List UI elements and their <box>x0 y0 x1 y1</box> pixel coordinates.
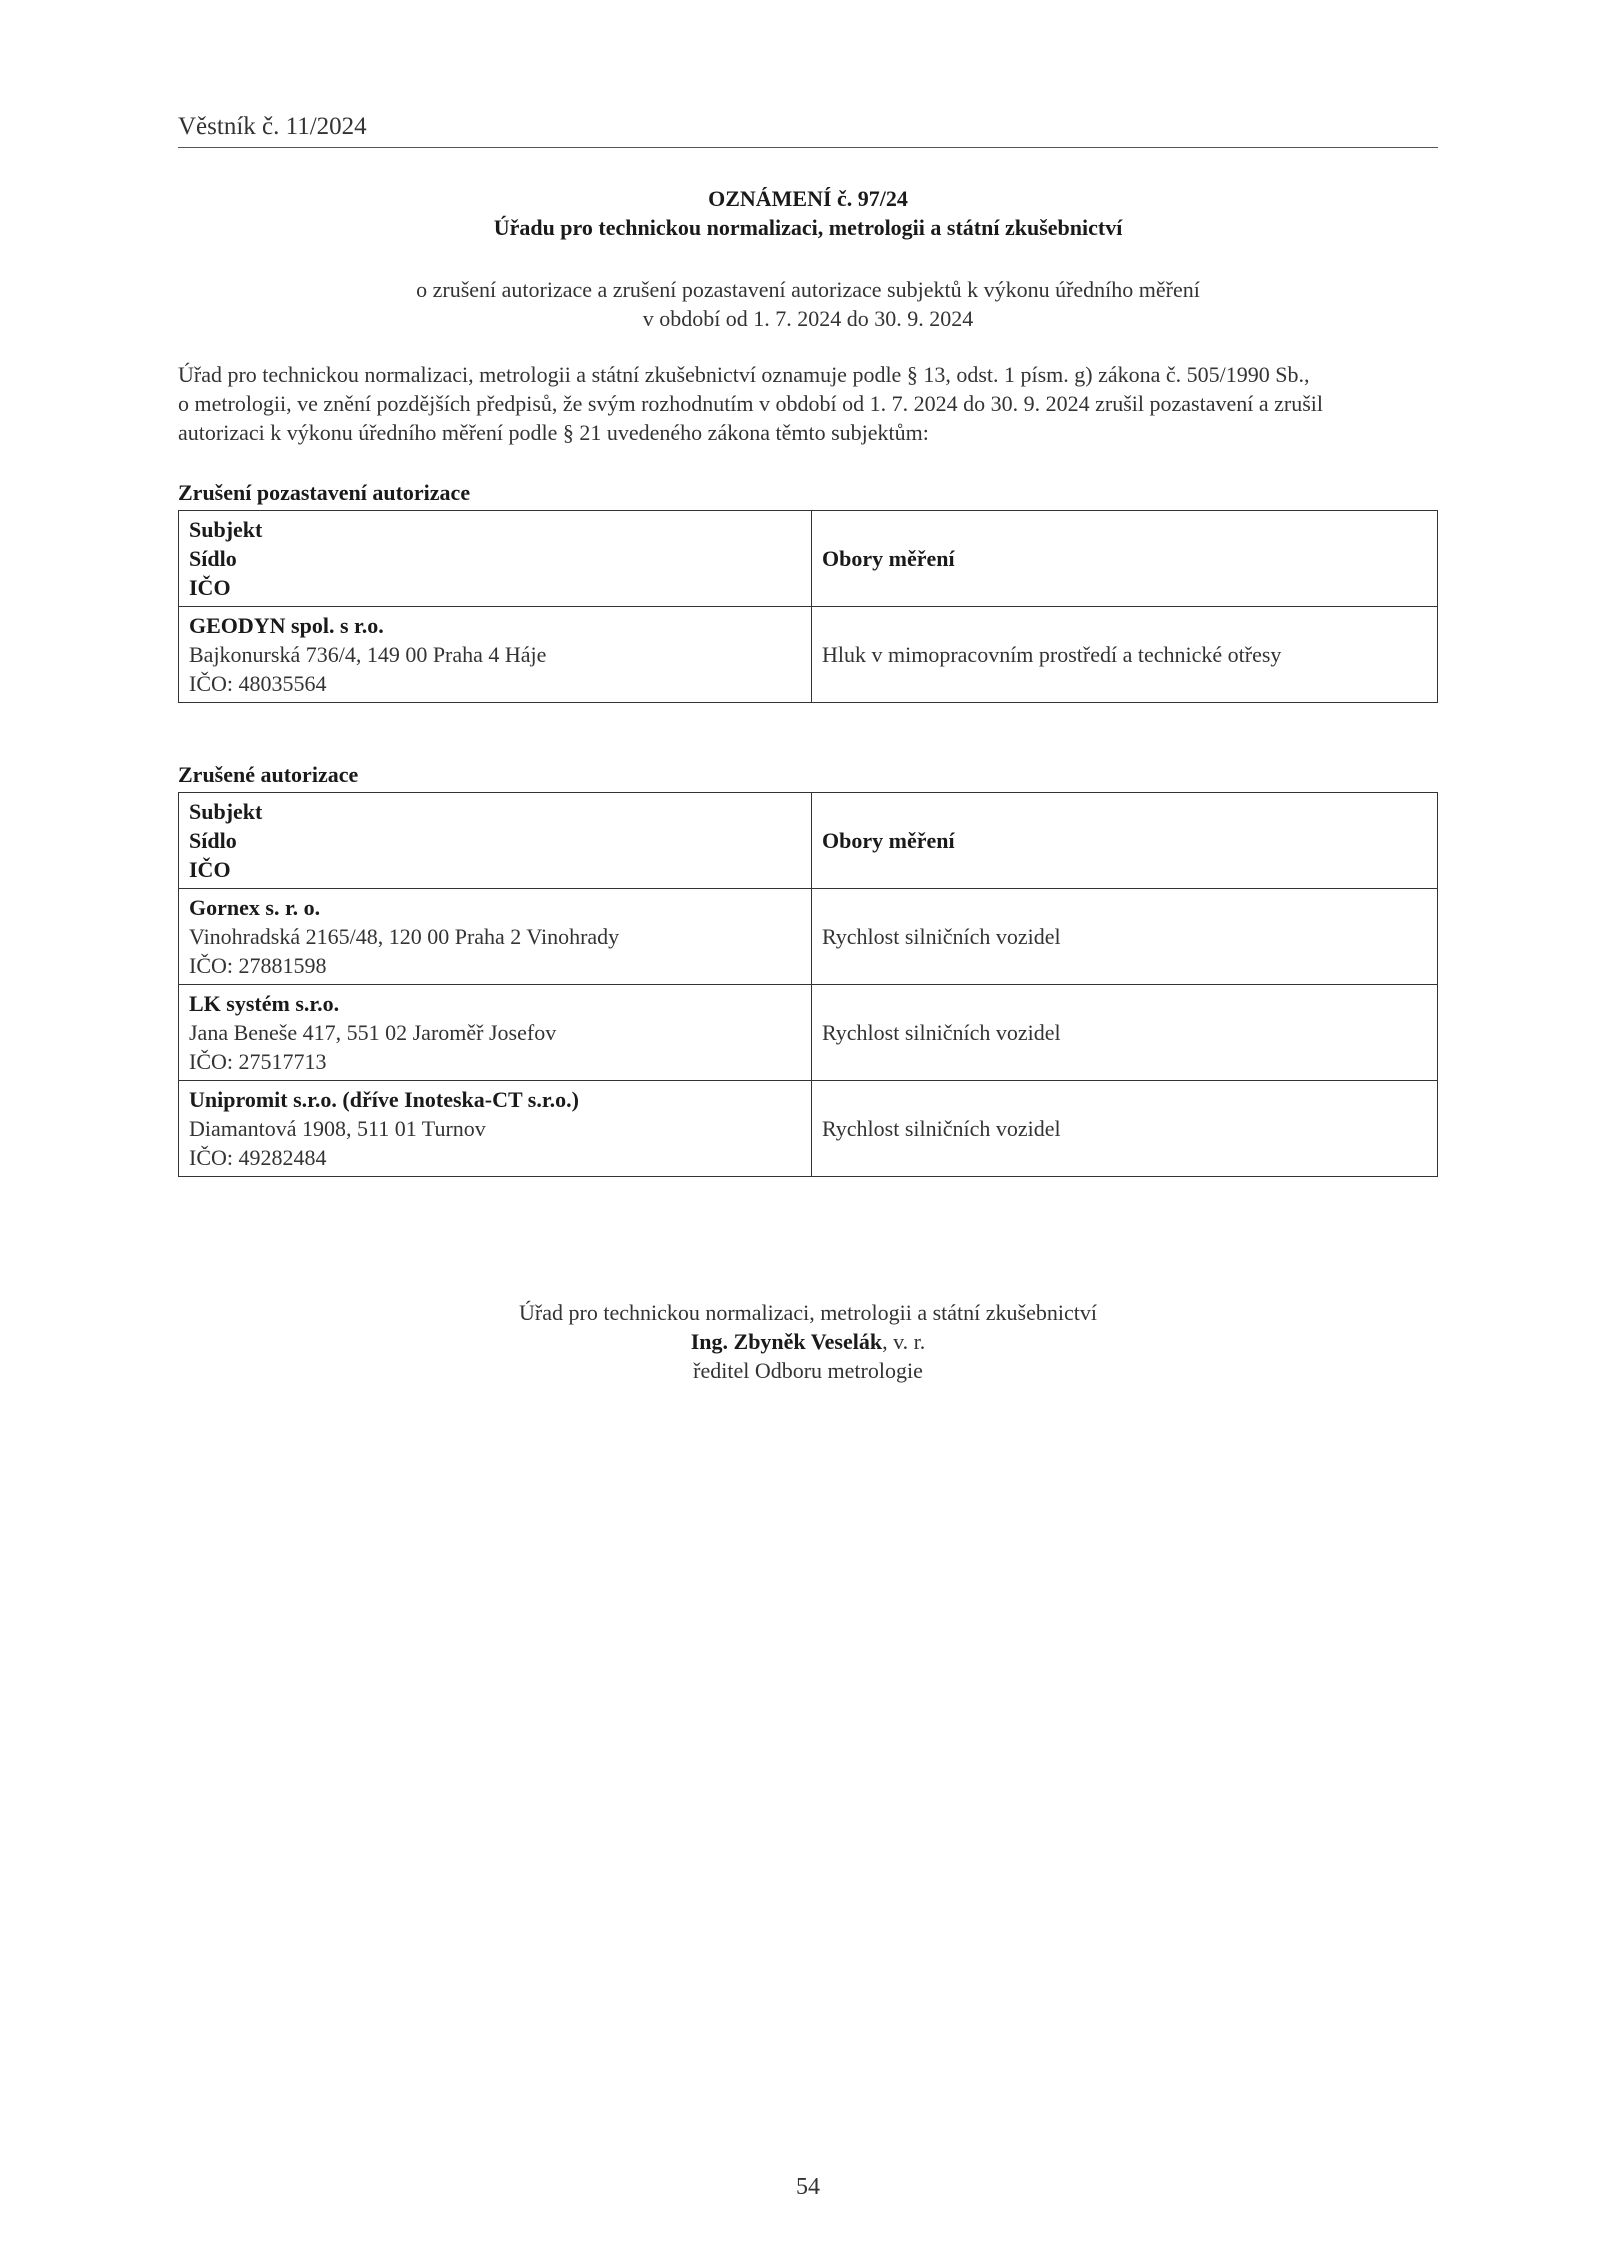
subject-ico: IČO: 27517713 <box>189 1049 327 1074</box>
header-subject-label: Subjekt <box>189 517 263 542</box>
fields-cell: Rychlost silničních vozidel <box>812 889 1438 985</box>
intro-paragraph <box>178 360 1438 447</box>
signature-name-suffix: , v. r. <box>882 1329 926 1354</box>
table-row <box>179 607 1438 703</box>
table-header-row <box>179 793 1438 889</box>
subject-cell <box>179 889 812 985</box>
subject-name: LK systém s.r.o. <box>189 991 340 1016</box>
intro-line-1: Úřad pro technickou normalizaci, metrologii a státní zkušebnictví oznamuje podle § 13, odst. 1 písm. g) zákona č. 505/1990 Sb., <box>178 362 1310 387</box>
header-cell-fields <box>812 793 1438 889</box>
subject-name: GEODYN spol. s r.o. <box>189 613 384 638</box>
intro-line-2: o metrologii, ve znění pozdějších předpisů, že svým rozhodnutím v období od 1. 7. 2024 do 30. 9. 2024 zrušil pozastavení a zrušil <box>178 391 1324 416</box>
header-ico-label: IČO <box>189 857 231 882</box>
header-ico-label: IČO <box>189 575 231 600</box>
fields-cell: Rychlost silničních vozidel <box>812 1081 1438 1177</box>
table-header-row <box>179 511 1438 607</box>
notice-issuer: Úřadu pro technickou normalizaci, metrologii a státní zkušebnictví <box>493 215 1123 240</box>
signature-person <box>178 1327 1438 1356</box>
header-fields-label: Obory měření <box>822 828 955 853</box>
running-header: Věstník č. 11/2024 <box>178 113 1438 148</box>
header-fields-label: Obory měření <box>822 546 955 571</box>
subject-address: Vinohradská 2165/48, 120 00 Praha 2 Vinohrady <box>189 924 620 949</box>
intro-line-3: autorizaci k výkonu úředního měření podle § 21 uvedeného zákona těmto subjektům: <box>178 420 929 445</box>
fields-cell: Rychlost silničních vozidel <box>812 985 1438 1081</box>
subject-cell <box>179 985 812 1081</box>
subject-ico: IČO: 49282484 <box>189 1145 327 1170</box>
notice-title: OZNÁMENÍ č. 97/24 <box>708 186 908 211</box>
suspension-table <box>178 510 1438 703</box>
subject-name: Gornex s. r. o. <box>189 895 321 920</box>
header-seat-label: Sídlo <box>189 828 237 853</box>
cancelled-table <box>178 792 1438 1177</box>
subject-cell <box>179 607 812 703</box>
signature-name: Ing. Zbyněk Veselák <box>690 1329 883 1354</box>
subject-address: Diamantová 1908, 511 01 Turnov <box>189 1116 486 1141</box>
section-cancelled-heading: Zrušené autorizace <box>178 762 359 787</box>
section-suspension-heading: Zrušení pozastavení autorizace <box>178 480 471 505</box>
subject-cell <box>179 1081 812 1177</box>
header-cell-subject <box>179 511 812 607</box>
table-row <box>179 889 1438 985</box>
table-row <box>179 985 1438 1081</box>
header-seat-label: Sídlo <box>189 546 237 571</box>
signature-block <box>178 1298 1438 1385</box>
page-number: 54 <box>796 2174 820 2200</box>
notice-title-block <box>178 184 1438 242</box>
notice-subject-line-2: v období od 1. 7. 2024 do 30. 9. 2024 <box>642 306 974 331</box>
signature-position: ředitel Odboru metrologie <box>693 1358 923 1383</box>
header-cell-fields <box>812 511 1438 607</box>
header-cell-subject <box>179 793 812 889</box>
notice-subject <box>178 275 1438 333</box>
signature-office: Úřad pro technickou normalizaci, metrologii a státní zkušebnictví <box>519 1300 1097 1325</box>
subject-name: Unipromit s.r.o. (dříve Inoteska-CT s.r.o.) <box>189 1087 579 1112</box>
fields-cell: Hluk v mimopracovním prostředí a technické otřesy <box>812 607 1438 703</box>
notice-subject-line-1: o zrušení autorizace a zrušení pozastavení autorizace subjektů k výkonu úředního měření <box>416 277 1200 302</box>
table-row <box>179 1081 1438 1177</box>
subject-address: Bajkonurská 736/4, 149 00 Praha 4 Háje <box>189 642 547 667</box>
subject-ico: IČO: 48035564 <box>189 671 327 696</box>
header-subject-label: Subjekt <box>189 799 263 824</box>
subject-address: Jana Beneše 417, 551 02 Jaroměř Josefov <box>189 1020 557 1045</box>
subject-ico: IČO: 27881598 <box>189 953 327 978</box>
